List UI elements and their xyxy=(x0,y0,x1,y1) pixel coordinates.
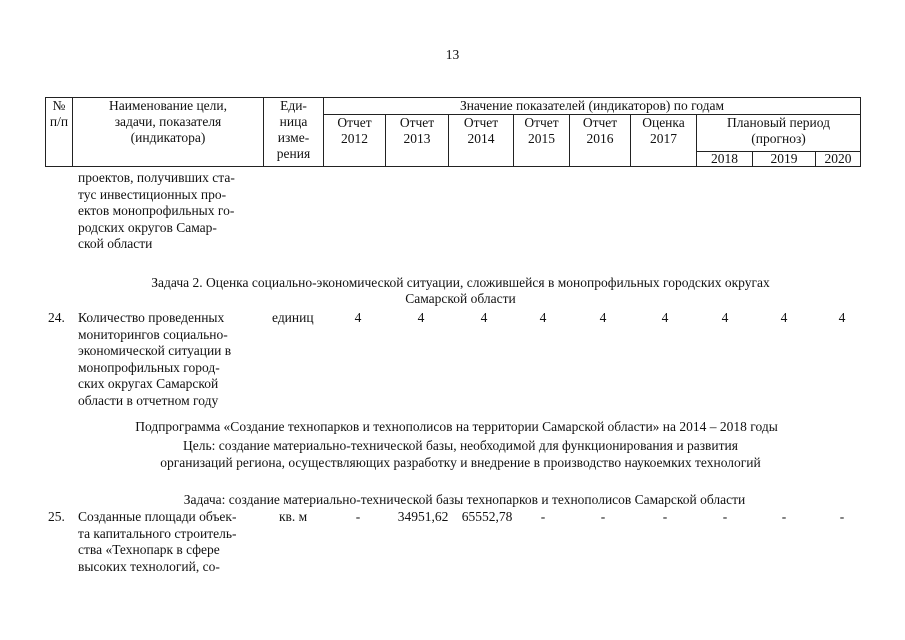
header-col-unit: Еди- ница изме- рения xyxy=(263,97,324,167)
unit: единиц xyxy=(272,310,314,325)
value-2020: - xyxy=(839,509,845,524)
task-title: Задача: создание материально-технической базы технопарков и технополисов Самарской области xyxy=(183,492,746,507)
value-2013: 34951,62 xyxy=(397,509,449,524)
value-2012: - xyxy=(355,509,361,524)
value-2019: - xyxy=(781,509,787,524)
header-values-title: Значение показателей (индикаторов) по годам xyxy=(323,97,861,115)
header-plan-2020: 2020 xyxy=(815,151,861,167)
header-year-2017: Оценка 2017 xyxy=(630,114,697,167)
subprogram-title: Подпрограмма «Создание технопарков и технополисов на территории Самарской области» на 2014 – 2018 годы xyxy=(135,419,778,434)
header-year-2012: Отчет 2012 xyxy=(323,114,386,167)
header-year-2015: Отчет 2015 xyxy=(513,114,570,167)
page-number: 13 xyxy=(445,47,460,62)
value-2017: - xyxy=(662,509,668,524)
value-2014: 65552,78 xyxy=(461,509,513,524)
header-plan-2018: 2018 xyxy=(696,151,753,167)
header-plan-2019: 2019 xyxy=(752,151,816,167)
value-2015: 4 xyxy=(539,310,547,325)
header-col-number: № п/п xyxy=(45,97,73,167)
header-year-2013: Отчет 2013 xyxy=(385,114,449,167)
row-number: 25. xyxy=(48,509,65,524)
header-col-name: Наименование цели, задачи, показателя (индикатора) xyxy=(72,97,264,167)
header-year-2016: Отчет 2016 xyxy=(569,114,631,167)
value-2013: 4 xyxy=(417,310,425,325)
row-number: 24. xyxy=(48,310,65,325)
header-plan-period: Плановый период (прогноз) xyxy=(696,114,861,152)
unit: кв. м xyxy=(279,509,308,524)
value-2016: - xyxy=(600,509,606,524)
header-year-2014: Отчет 2014 xyxy=(448,114,514,167)
value-2015: - xyxy=(540,509,546,524)
value-2014: 4 xyxy=(480,310,488,325)
value-2019: 4 xyxy=(780,310,788,325)
value-2017: 4 xyxy=(661,310,669,325)
value-2020: 4 xyxy=(838,310,846,325)
value-2018: - xyxy=(722,509,728,524)
continued-indicator-text: проектов, получивших ста- тус инвестиционных про- ектов монопрофильных го- родских округов Самар- ской области xyxy=(78,170,235,251)
value-2016: 4 xyxy=(599,310,607,325)
indicator-name: Созданные площади объек- та капитального строитель- ства «Технопарк в сфере высоких технологий, со- xyxy=(78,509,237,574)
value-2012: 4 xyxy=(354,310,362,325)
value-2018: 4 xyxy=(721,310,729,325)
indicator-name: Количество проведенных мониторингов социально- экономической ситуации в монопрофильных город- ских округах Самарской области в отчетном году xyxy=(78,310,232,408)
